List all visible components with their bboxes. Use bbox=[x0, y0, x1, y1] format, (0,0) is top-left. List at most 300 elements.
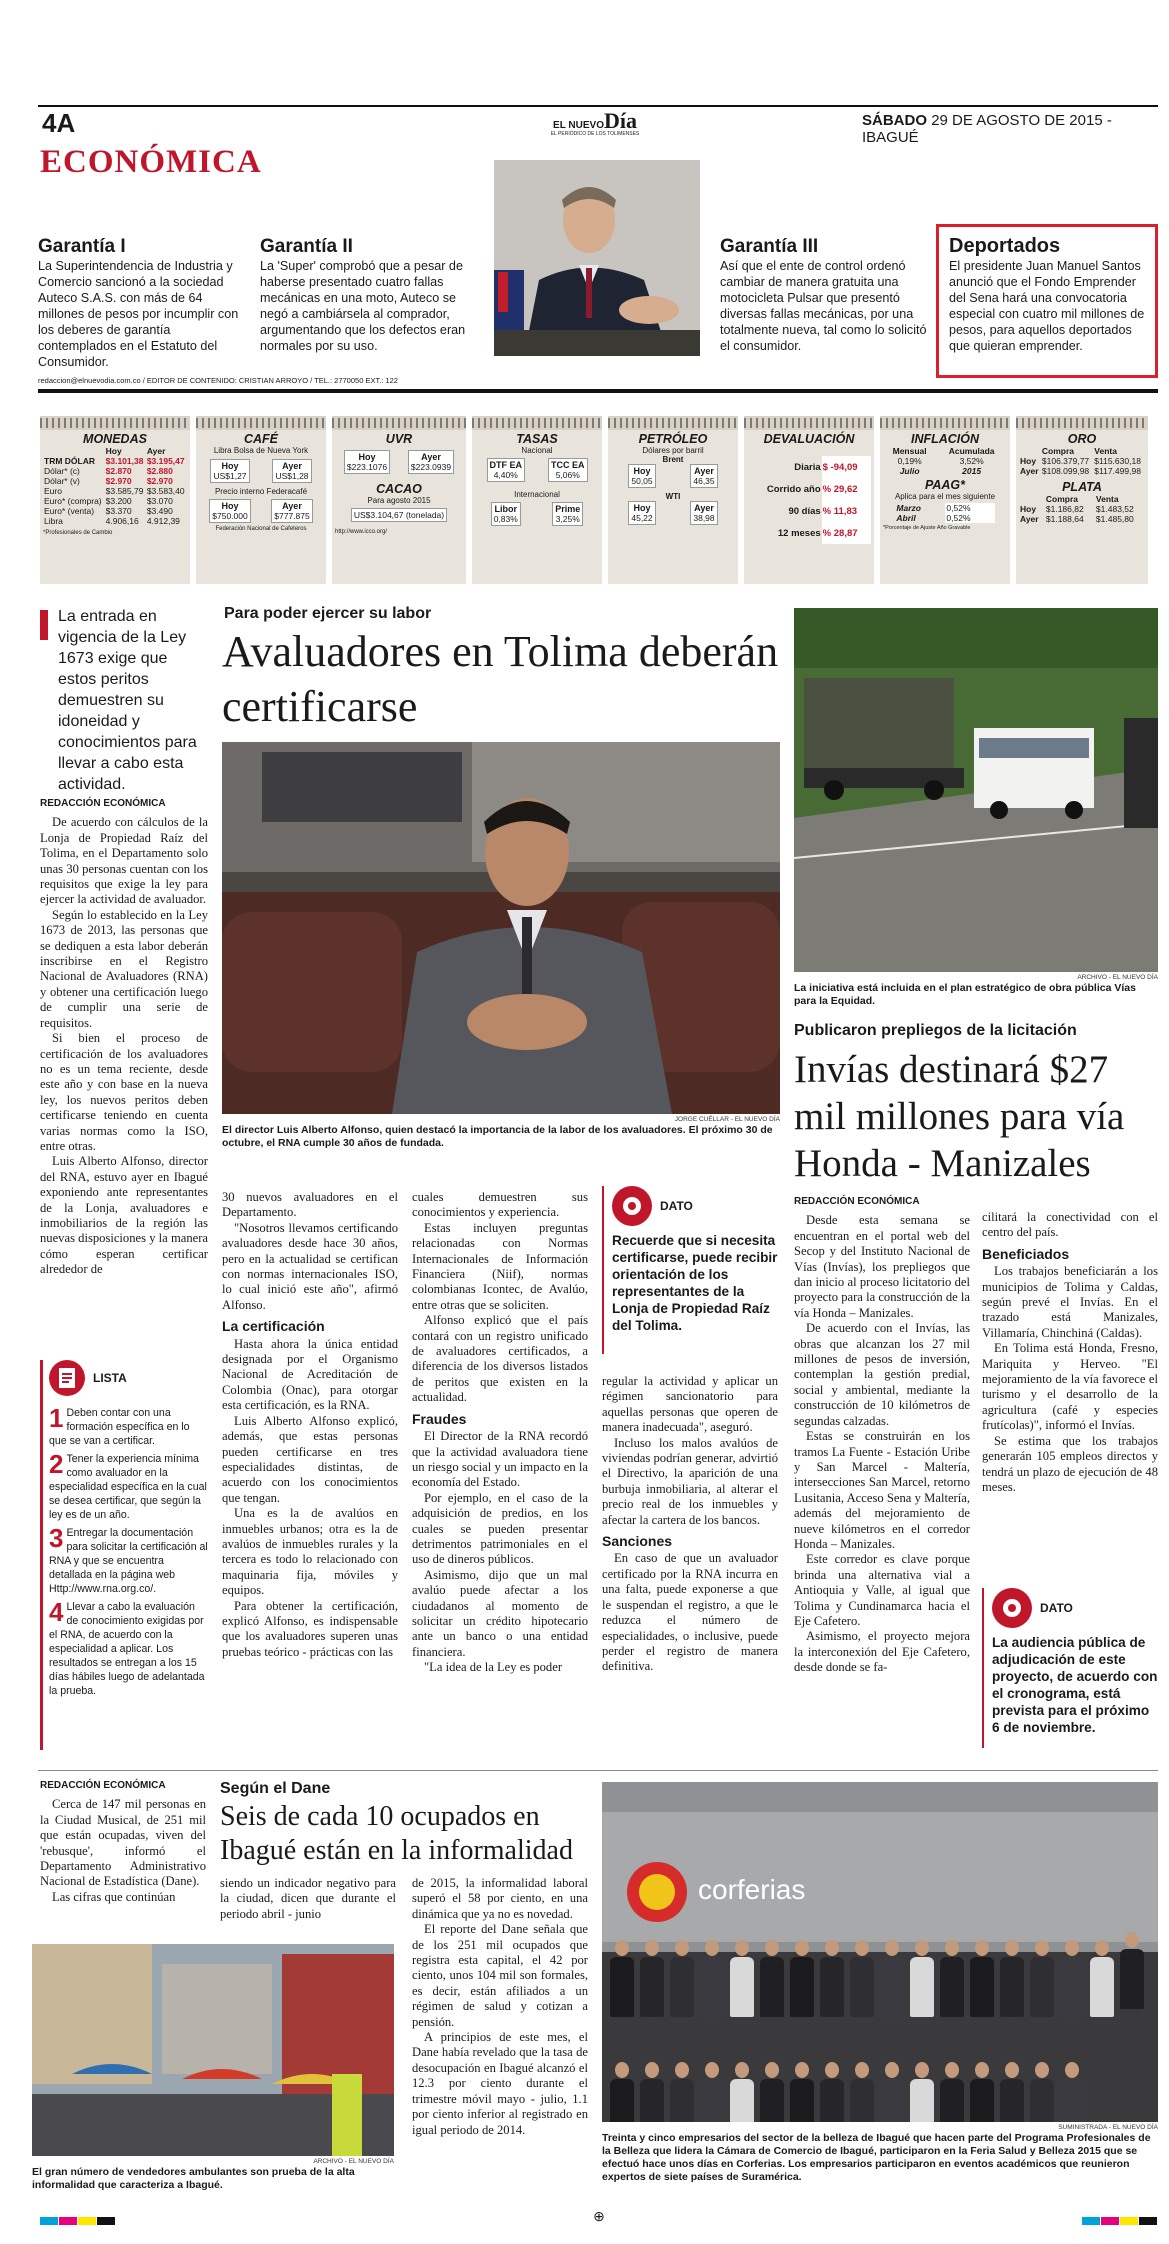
monedas-table bbox=[43, 446, 187, 526]
crowd-person bbox=[698, 1940, 726, 2060]
crowd-person bbox=[818, 2062, 846, 2122]
list-number: 2 bbox=[49, 1452, 64, 1479]
row-label: 12 meses bbox=[777, 527, 821, 539]
chip-value: 38,98 bbox=[693, 513, 715, 523]
row-hoy: $2.970 bbox=[105, 476, 132, 486]
row-hoy: $3.370 bbox=[105, 506, 132, 516]
brief-garantia-1 bbox=[38, 236, 248, 370]
row-ayer: $3.490 bbox=[146, 506, 173, 516]
chip-value: 50,05 bbox=[631, 476, 653, 486]
paragraph: 30 nuevos avaluadores en el Departamento. bbox=[222, 1190, 398, 1220]
crowd-person bbox=[698, 2062, 726, 2122]
brief-text: La 'Super' comprobó que a pesar de haberse presentado cuatro fallas mecánicas en una moto, Auteco se negó a cambiársela al comprador, argumentando que los defectos eran normales por su uso. bbox=[260, 259, 466, 353]
invias-headline: Invías destinará $27 mil millones para vía Honda - Manizales bbox=[794, 1048, 1125, 1185]
paragraph: regular la actividad y aplicar un régimen sancionatorio para aquellas personas que operen de manera inadecuada", aseguró. bbox=[602, 1374, 778, 1435]
crowd-person bbox=[998, 1940, 1026, 2060]
indicator-title: ORO bbox=[1067, 432, 1097, 446]
plata-hoy-compra: $1.186,82 bbox=[1045, 504, 1084, 514]
dato-text: Recuerde que si necesita certificarse, puede recibir orientación de los representantes de la Lonja de Propiedad Raíz del Tolima. bbox=[612, 1233, 778, 1333]
plata-hoy-venta: $1.483,52 bbox=[1095, 504, 1134, 514]
paragraph: Estas se construirán en los tramos La Fuente - Estación Uribe y San Marcel - Maltería, intersecciones San Marcel, retorno Lusitania, Acceso Sena y Maltería, además del mejoramiento de nueve kilómetros en el corredor Honda – Manizales. bbox=[794, 1429, 970, 1551]
chip-label: Prime bbox=[555, 504, 581, 514]
row-ayer: 4.912,39 bbox=[146, 516, 180, 526]
inflacion-year: 2015 bbox=[962, 466, 982, 476]
row-label: Dólar* (v) bbox=[44, 476, 80, 486]
list-icon bbox=[49, 1360, 85, 1396]
indicator-title-cacao: CACAO bbox=[376, 482, 422, 496]
color-swatches-left bbox=[40, 2212, 116, 2230]
plata-table bbox=[1019, 494, 1145, 524]
paragraph: Incluso los malos avalúos de viviendas podrían generar, advirtió el Directivo, la aparición de una burbuja inmobiliaria, al alterar el precio real de los inmuebles y afectar la cartera de los bancos. bbox=[602, 1435, 778, 1527]
oro-ayer-compra: $108.099,98 bbox=[1041, 466, 1090, 476]
indicator-oro bbox=[1016, 416, 1148, 584]
paragraph: Alfonso explicó que el país contará con un registro unificado de avaluadores certificados, a diferencia de los diversos listados de peritos que existen en la actualidad. bbox=[412, 1313, 588, 1405]
col-hoy: Hoy bbox=[105, 446, 122, 456]
dato-label: DATO bbox=[660, 1199, 693, 1213]
row-value: % 28,87 bbox=[822, 522, 871, 544]
chip-label: Ayer bbox=[694, 503, 714, 513]
oro-table bbox=[1019, 446, 1145, 476]
header-top-rule bbox=[38, 105, 1158, 107]
chip-value: 46,35 bbox=[693, 476, 715, 486]
crowd-person bbox=[848, 2062, 876, 2122]
dane-column-2 bbox=[220, 1876, 396, 1922]
dato-text: La audiencia pública de adjudicación de este proyecto, de acuerdo con el cronograma, está prevista para el próximo 6 de noviembre. bbox=[992, 1635, 1158, 1735]
chip-label: Hoy bbox=[358, 452, 376, 462]
paragraph: siendo un indicador negativo para la ciudad, dicen que durante el periodo abril - junio bbox=[220, 1876, 396, 1921]
row-hoy: $3.200 bbox=[105, 496, 132, 506]
director-photo-caption: El director Luis Alberto Alfonso, quien destacó la importancia de la labor de los avaluadores. El próximo 30 de octubre, el RNA cumple 30 años de fundada. bbox=[222, 1124, 773, 1149]
chip-label: Hoy bbox=[221, 461, 239, 471]
dato-label: DATO bbox=[1040, 1601, 1073, 1615]
main-story-column-2 bbox=[222, 1190, 398, 1660]
indicator-devaluacion bbox=[744, 416, 874, 584]
paragraph: Las cifras que continúan bbox=[52, 1889, 176, 1904]
street-photo-caption: El gran número de vendedores ambulantes son prueba de la alta informalidad que caracteriza a Ibagué. bbox=[32, 2166, 355, 2191]
subhead-certificacion: La certificación bbox=[222, 1318, 325, 1335]
binder-rings bbox=[196, 418, 326, 428]
petroleo-brent-label: Brent bbox=[662, 455, 684, 464]
paragraph: El reporte del Dane señala que de los 251 mil ocupados que registra esta capital, el 42 por ciento, unos 104 mil son formales, es decir, están afiliados a un régimen de salud y cotizan a pensión. bbox=[412, 1922, 588, 2029]
crowd-person bbox=[968, 1940, 996, 2060]
brief-title: Garantía III bbox=[720, 236, 819, 257]
crowd-person bbox=[938, 1940, 966, 2060]
chip-value: $750.000 bbox=[212, 511, 248, 521]
chip-value: US$1,27 bbox=[213, 471, 247, 481]
oro-hoy-compra: $106.379,77 bbox=[1041, 456, 1090, 466]
row-label: Corrido año bbox=[766, 483, 821, 495]
indicator-note: Federación Nacional de Cafeteros bbox=[215, 526, 307, 532]
row-ayer: $2.880 bbox=[146, 466, 173, 476]
indicator-title: INFLACIÓN bbox=[910, 432, 980, 446]
wti-hoy bbox=[628, 501, 655, 525]
binder-rings bbox=[332, 418, 466, 428]
dane-column-3 bbox=[412, 1876, 588, 2138]
paragraph: Una es la de avalúos en inmuebles urbanos; otra es la de avalúos de inmuebles rurales y la tercera es todo lo relacionado con maquinaria fija, móviles y equipos. bbox=[222, 1506, 398, 1598]
date-weekday: SÁBADO bbox=[862, 112, 928, 129]
chip-value: $223.0939 bbox=[410, 462, 452, 472]
col-mensual: Mensual bbox=[892, 446, 927, 456]
color-registration-bar bbox=[40, 2208, 1158, 2230]
tasa-libor bbox=[491, 502, 521, 526]
main-story-column-1 bbox=[40, 792, 208, 1278]
header-bottom-rule bbox=[38, 389, 1158, 393]
header-date bbox=[862, 112, 1169, 146]
cafe-hoy bbox=[210, 459, 249, 483]
inflacion-table bbox=[883, 446, 1007, 476]
chip-value: US$1,28 bbox=[275, 471, 309, 481]
list-number: 3 bbox=[49, 1526, 64, 1553]
lead-accent-bar bbox=[40, 610, 48, 640]
paragraph: Luis Alberto Alfonso, director del RNA, estuvo ayer en Ibagué exponiendo ante representantes de la Lonja, avaluadores e inmobiliarios de la región las nuevas disposiciones y la manera cómo esperan certificar alrededor de bbox=[40, 1154, 208, 1277]
indicator-title: UVR bbox=[385, 432, 413, 446]
logo-small-text: EL NUEVO bbox=[553, 120, 604, 131]
highway-photo bbox=[794, 608, 1158, 972]
paragraph: Los trabajos beneficiarán a los municipios de Tolima y Caldas, según prevé el Invías. En el trazado está Manizales, Villamaría, Chinchiná (Caldas). bbox=[982, 1264, 1158, 1340]
paragraph: En caso de que un avaluador certificado por la RNA incurra en una falta, puede exponerse a que le suspendan el registro, a que le reduzca el número de especialidades, o inclusive, puede perder el registro de manera definitiva. bbox=[602, 1551, 778, 1674]
crowd-person bbox=[848, 1940, 876, 2060]
list-item bbox=[49, 1526, 208, 1596]
main-lead: La entrada en vigencia de la Ley 1673 exige que estos peritos demuestren su idoneidad y conocimientos para llevar a cabo esta actividad. bbox=[58, 608, 197, 793]
indicator-sub: Aplica para el mes siguiente bbox=[894, 492, 996, 501]
invias-column-1 bbox=[794, 1194, 970, 1676]
paragraph: Estas incluyen preguntas relacionadas con Normas Internacionales de Información Financiera (Niif), normas colombianas Icontec, de Avalúo, entre otras que se soliciten. bbox=[412, 1220, 588, 1312]
crowd-person bbox=[728, 1940, 756, 2060]
paragraph: De acuerdo con cálculos de la Lonja de Propiedad Raíz del Tolima, en el Departamento solo unas 30 personas cuentan con los requisitos que exige la ley para ejercer la actividad de avaluador. bbox=[40, 815, 208, 907]
tasa-tcc bbox=[548, 458, 588, 482]
crowd-person bbox=[878, 2062, 906, 2122]
list-item bbox=[49, 1600, 208, 1698]
col-venta: Venta bbox=[1094, 446, 1117, 456]
indicator-uvr bbox=[332, 416, 466, 584]
brief-text: La Superintendencia de Industria y Comercio sancionó a la sociedad Auteco S.A.S. con más de 64 millones de pesos por incumplir con los deberes de garantía contemplados en el Estatuto del Consumidor. bbox=[38, 259, 239, 369]
puzzle-glyph bbox=[1000, 1596, 1024, 1620]
chip-value: $223.1076 bbox=[346, 462, 388, 472]
list-text: Entregar la documentación para solicitar la certificación al RNA y que se encuentra detallada en la página web Http://www.rna.org.co/. bbox=[49, 1527, 208, 1595]
petroleo-wti-label: WTI bbox=[665, 492, 681, 501]
list-label: LISTA bbox=[93, 1371, 127, 1385]
date-text: 29 DE AGOSTO DE 2015 - IBAGUÉ bbox=[862, 112, 1112, 146]
paragraph: Se estima que los trabajos generarán 105 empleos directos y tendrá un plazo de ejecución de 48 meses. bbox=[982, 1433, 1158, 1494]
info-icon bbox=[612, 1186, 652, 1226]
binder-rings bbox=[1016, 418, 1148, 428]
paragraph: Este corredor es clave porque brinda una alternativa vial a Antioquia y Valle, al igual que Tolima y Cundinamarca hacia el Eje Cafetero. bbox=[794, 1552, 970, 1628]
cafe-hoy-interno bbox=[209, 499, 250, 523]
crowd-person bbox=[728, 2062, 756, 2122]
crowd-person bbox=[968, 2062, 996, 2122]
brent-ayer bbox=[690, 464, 717, 488]
indicator-sub: Para agosto 2015 bbox=[367, 496, 431, 505]
row-hoy: $3.585,79 bbox=[105, 486, 144, 496]
paag-value: 0,52% bbox=[945, 503, 994, 513]
executive-photo bbox=[494, 160, 700, 356]
paragraph: A principios de este mes, el Dane había revelado que la tasa de desocupación en Ibagué alcanzó el 12.3 por ciento durante el trimestre móvil mayo - julio, 1.1 por ciento inferior al registrado en igual periodo de 2014. bbox=[412, 2030, 588, 2137]
brief-text: Así que el ente de control ordenó cambiar de manera gratuita una motocicleta Pulsar que presentó diversas fallas mecánicas, por una totalmente nueva, tal como lo solicitó el consumidor. bbox=[720, 259, 927, 353]
row-ayer: $3.583,40 bbox=[146, 486, 185, 496]
paragraph: Para obtener la certificación, explicó Alfonso, es indispensable que los avaluadores superen unas pruebas teórico - prácticas con las bbox=[222, 1598, 398, 1659]
brief-garantia-3 bbox=[720, 236, 930, 354]
devaluacion-table bbox=[747, 456, 871, 544]
feria-photo-credit: SUMINISTRADA - EL NUEVO DÍA bbox=[1058, 2124, 1158, 2131]
chip-label: Ayer bbox=[282, 461, 302, 471]
indicator-cafe bbox=[196, 416, 326, 584]
newspaper-logo bbox=[535, 108, 655, 137]
director-photo-illustration bbox=[222, 742, 780, 1114]
plata-ayer-compra: $1.188,64 bbox=[1045, 514, 1084, 524]
chip-label: DTF EA bbox=[489, 460, 522, 470]
row-label: Euro* (venta) bbox=[44, 506, 95, 516]
chip-value: 45,22 bbox=[631, 513, 653, 523]
row-value: % 29,62 bbox=[822, 478, 871, 500]
brief-text: El presidente Juan Manuel Santos anunció que el Fondo Emprender del Sena hará una convocatoria especial con cuatro mil millones de pesos, para aquellos deportados que quieran emprender. bbox=[949, 259, 1145, 353]
chip-value: 4,40% bbox=[493, 470, 518, 480]
main-byline: REDACCIÓN ECONÓMICA bbox=[40, 798, 166, 809]
binder-rings bbox=[40, 418, 190, 428]
crowd-person bbox=[608, 2062, 636, 2122]
dane-byline: REDACCIÓN ECONÓMICA bbox=[40, 1780, 166, 1791]
paragraph: cilitará la conectividad con el centro del país. bbox=[982, 1210, 1158, 1240]
invias-byline: REDACCIÓN ECONÓMICA bbox=[794, 1196, 920, 1207]
street-photo-illustration bbox=[32, 1944, 394, 2156]
crowd-person bbox=[758, 1940, 786, 2060]
indicator-title: CAFÉ bbox=[243, 432, 279, 446]
chip-label: Ayer bbox=[694, 466, 714, 476]
main-story-column-4 bbox=[602, 1374, 778, 1675]
cafe-ayer bbox=[272, 459, 311, 483]
brief-garantia-2 bbox=[260, 236, 482, 354]
brief-title: Deportados bbox=[949, 235, 1061, 257]
paragraph: Hasta ahora la única entidad designada por el Organismo Nacional de Acreditación de Colombia (Onac), para otorgar esta certificación, es la RNA. bbox=[222, 1336, 398, 1413]
street-vendors-photo bbox=[32, 1944, 394, 2156]
row-label: Hoy bbox=[1020, 456, 1037, 466]
indicator-petroleo bbox=[608, 416, 738, 584]
oro-ayer-venta: $117.499,98 bbox=[1094, 466, 1141, 476]
row-label: Hoy bbox=[1020, 504, 1037, 514]
row-label: Libra bbox=[44, 516, 63, 526]
indicator-tasas bbox=[472, 416, 602, 584]
section-title: ECONÓMICA bbox=[40, 144, 262, 180]
logo-tagline: EL PERIÓDICO DE LOS TOLIMENSES bbox=[550, 131, 640, 137]
indicator-title: MONEDAS bbox=[83, 432, 147, 446]
invias-kicker: Publicaron prepliegos de la licitación bbox=[794, 1022, 1077, 1039]
crowd-person bbox=[788, 2062, 816, 2122]
economic-indicators bbox=[40, 416, 1156, 584]
crowd-person bbox=[668, 1940, 696, 2060]
row-hoy: $3.101,38 bbox=[105, 456, 144, 466]
list-item bbox=[49, 1452, 208, 1522]
row-hoy: 4.906,16 bbox=[105, 516, 139, 526]
chip-label: Ayer bbox=[421, 452, 441, 462]
paragraph: De acuerdo con el Invías, las obras que alcanzan los 27 mil millones de pesos de inversión, contemplan la gestión predial, social y ambiental, mediante la construcción de 10 kilómetros de segundas calzadas. bbox=[794, 1321, 970, 1428]
chip-label: TCC EA bbox=[551, 460, 585, 470]
col-ayer: Ayer bbox=[146, 446, 166, 456]
binder-rings bbox=[880, 418, 1010, 428]
list-number: 1 bbox=[49, 1406, 64, 1433]
tasa-prime bbox=[552, 502, 583, 526]
chip-label: Hoy bbox=[221, 501, 239, 511]
highway-photo-credit: ARCHIVO - EL NUEVO DÍA bbox=[1077, 974, 1158, 981]
dane-headline: Seis de cada 10 ocupados en Ibagué están en la informalidad bbox=[220, 1801, 573, 1866]
highway-photo-caption: La iniciativa está incluida en el plan estratégico de obra pública Vías para la Equidad. bbox=[794, 982, 1136, 1007]
wti-ayer bbox=[690, 501, 717, 525]
chip-value: $777.875 bbox=[274, 511, 310, 521]
chip-label: Ayer bbox=[282, 501, 302, 511]
subhead-sanciones: Sanciones bbox=[602, 1533, 673, 1550]
crowd bbox=[602, 1932, 1158, 2122]
inflacion-mensual: 0,19% bbox=[897, 456, 922, 466]
col-venta: Venta bbox=[1095, 494, 1119, 504]
indicator-title-paag: PAAG* bbox=[924, 478, 966, 492]
uvr-hoy bbox=[344, 450, 390, 474]
list-text: Tener la experiencia mínima como avaluador en la especialidad específica en la cual se desea certificar, que según la ley es de un año. bbox=[49, 1453, 207, 1521]
tasa-dtf bbox=[487, 458, 526, 482]
paragraph: de 2015, la informalidad laboral superó el 58 por ciento, en una dinámica que ya no es novedad. bbox=[412, 1876, 588, 1921]
row-label: 90 días bbox=[788, 505, 821, 517]
crowd-person bbox=[818, 1940, 846, 2060]
crowd-person bbox=[998, 2062, 1026, 2122]
brief-title: Garantía I bbox=[38, 236, 126, 257]
main-headline: Avaluadores en Tolima deberán certificarse bbox=[222, 627, 779, 731]
binder-rings bbox=[608, 418, 738, 428]
color-swatches-right bbox=[1082, 2212, 1158, 2230]
subhead-fraudes: Fraudes bbox=[412, 1410, 467, 1427]
paragraph: Por ejemplo, en el caso de la adquisición de predios, en los cuales se pueden presentar detrimentos patrimoniales en el uso de dineros públicos. bbox=[412, 1490, 588, 1567]
paragraph: Desde esta semana se encuentran en el portal web del Secop y del Instituto Nacional de Vías (Invías), los prepliegos que dan inicio al proceso licitatorio del proyecto para la construcción de la vía Honda – Manizales. bbox=[794, 1213, 970, 1320]
lista-box bbox=[40, 1360, 208, 1750]
crowd-person bbox=[1028, 1940, 1056, 2060]
main-story-column-3 bbox=[412, 1190, 588, 1676]
plata-ayer-venta: $1.485,80 bbox=[1095, 514, 1134, 524]
indicator-inflacion bbox=[880, 416, 1010, 584]
director-photo-credit: JORGE CUÉLLAR - EL NUEVO DÍA bbox=[674, 1116, 780, 1123]
indicator-title: DEVALUACIÓN bbox=[763, 432, 855, 446]
crowd-person bbox=[788, 1940, 816, 2060]
paag-month: Abril bbox=[896, 513, 916, 523]
binder-rings bbox=[744, 418, 874, 428]
list-item bbox=[49, 1406, 208, 1448]
corferias-sign: corferias bbox=[698, 1874, 806, 1905]
crowd-person bbox=[908, 1940, 936, 2060]
chip-value: 0,83% bbox=[493, 514, 518, 524]
crowd-person bbox=[608, 1940, 636, 2060]
crowd-person bbox=[908, 2062, 936, 2122]
info-icon bbox=[992, 1588, 1032, 1628]
paragraph: Asimismo, dijo que un mal avalúo puede afectar a los ciudadanos al momento de solicitar un crédito hipotecario ante un banco o una entidad financiera. bbox=[412, 1567, 588, 1659]
chip-value: 5,06% bbox=[555, 470, 580, 480]
street-photo-credit: ARCHIVO - EL NUEVO DÍA bbox=[313, 2158, 394, 2165]
row-ayer: $3.070 bbox=[146, 496, 173, 506]
row-label: Diaria bbox=[794, 461, 821, 473]
crowd-person bbox=[638, 2062, 666, 2122]
inflacion-mes: Julio bbox=[899, 466, 920, 476]
row-label: Euro bbox=[44, 486, 62, 496]
crowd-person bbox=[758, 2062, 786, 2122]
crowd-person bbox=[668, 2062, 696, 2122]
crowd-person bbox=[1088, 1940, 1116, 2060]
dato-box-invias bbox=[982, 1588, 1158, 1748]
logo-big-text: Día bbox=[603, 108, 637, 133]
indicator-note: *Profesionales de Cambio bbox=[43, 530, 113, 536]
chip-label: Hoy bbox=[633, 503, 651, 513]
paragraph: Asimismo, el proyecto mejora la interconexión del Eje Cafetero, desde donde se fa- bbox=[794, 1629, 970, 1675]
puzzle-glyph bbox=[620, 1194, 644, 1218]
indicator-title-plata: PLATA bbox=[1062, 480, 1102, 494]
row-label: Ayer bbox=[1020, 466, 1039, 476]
indicator-monedas bbox=[40, 416, 190, 584]
inflacion-acumulada: 3,52% bbox=[959, 456, 984, 466]
director-photo bbox=[222, 742, 780, 1114]
section-divider bbox=[38, 1770, 1158, 1771]
highway-photo-illustration bbox=[794, 608, 1158, 972]
chip-label: Libor bbox=[494, 504, 518, 514]
paragraph: cuales demuestren sus conocimientos y experiencia. bbox=[412, 1190, 588, 1220]
dato-box-main bbox=[602, 1186, 780, 1354]
brief-deportados bbox=[936, 224, 1158, 378]
row-value: % 11,83 bbox=[822, 500, 871, 522]
paragraph: En Tolima está Honda, Fresno, Mariquita y Herveo. "El mejoramiento de la vía favorece el turismo y el desarrollo de la agricultura (café y especies frutícolas)", informó el Invías. bbox=[982, 1341, 1158, 1433]
crowd-person bbox=[878, 1940, 906, 2060]
row-label: Ayer bbox=[1020, 514, 1039, 524]
dane-kicker: Según el Dane bbox=[220, 1780, 331, 1797]
indicator-title: TASAS bbox=[516, 432, 558, 446]
brent-hoy bbox=[628, 464, 655, 488]
paag-month: Marzo bbox=[896, 503, 921, 513]
paragraph: "Nosotros llevamos certificando avaluadores desde hace 30 años, pero en la actualidad se certifican con normas internacionales ISO, lo cual inició este año", afirmó Alfonso. bbox=[222, 1220, 398, 1312]
paragraph: Si bien el proceso de certificación de los avaluadores no es un tema reciente, desde este año y con base en la nueva ley, los nuevos peritos deben certificarse teniendo en cuenta varias normas como la ISO, entre otras. bbox=[40, 1031, 208, 1153]
row-label: Euro* (compra) bbox=[44, 496, 102, 506]
paragraph: "La idea de la Ley es poder bbox=[424, 1660, 563, 1675]
feria-photo-frame bbox=[602, 1782, 1158, 2122]
paragraph: Según lo establecido en la Ley 1673 de 2013, las personas que se dediquen a esta labor deberán inscribirse en el Registro Nacional de Avaluadores (RNA) y obtener una certificación luego de cumplir una serie de requisitos. bbox=[40, 907, 208, 1030]
chip-label: Hoy bbox=[633, 466, 651, 476]
executive-photo-illustration bbox=[494, 160, 700, 356]
col-acumulada: Acumulada bbox=[948, 446, 995, 456]
binder-rings bbox=[472, 418, 602, 428]
indicator-note: http://www.icco.org/ bbox=[335, 529, 388, 535]
crowd-person bbox=[938, 2062, 966, 2122]
feria-photo-caption: Treinta y cinco empresarios del sector de la belleza de Ibagué que hacen parte del Programa Profesionales de la Belleza que lidera la Cámara de Comercio de Ibagué, participaron en la Feria Salud y Belleza 2015 que se efectuó hace unos días en Corferias. Los empresarios participaron en eventos académicos que reunieron expertos de siete países de Suramérica. bbox=[602, 2132, 1151, 2183]
registration-mark-icon: ⊕ bbox=[593, 2208, 605, 2224]
list-number: 4 bbox=[49, 1600, 64, 1627]
subhead-beneficiados: Beneficiados bbox=[982, 1245, 1070, 1262]
indicator-sub: Dólares por barril bbox=[642, 446, 704, 455]
masthead-line: redaccion@elnuevodia.com.co / EDITOR DE CONTENIDO: CRISTIAN ARROYO / TEL.: 2770050 EXT.: 122 bbox=[38, 376, 398, 385]
row-label: Dólar* (c) bbox=[44, 466, 80, 476]
brief-title: Garantía II bbox=[260, 236, 353, 257]
cafe-ayer-interno bbox=[271, 499, 312, 523]
list-text: Deben contar con una formación específica en lo que se van a certificar. bbox=[49, 1407, 190, 1447]
paragraph: Cerca de 147 mil personas en la Ciudad Musical, de 251 mil que están ocupadas, viven del 'rebusque', informó el Departamento Administrativo Nacional de Estadística (Dane). bbox=[40, 1797, 206, 1889]
indicator-sub: Libra Bolsa de Nueva York bbox=[213, 446, 309, 455]
oro-hoy-venta: $115.630,18 bbox=[1094, 456, 1141, 466]
crowd-person bbox=[1058, 2062, 1086, 2122]
dane-column-1 bbox=[40, 1778, 206, 1905]
indicator-note: *Porcentaje de Ajuste Año Gravable bbox=[883, 525, 971, 531]
indicator-title: PETRÓLEO bbox=[638, 432, 708, 446]
crowd-person bbox=[638, 1940, 666, 2060]
row-ayer: $2.970 bbox=[146, 476, 173, 486]
row-label: TRM DÓLAR bbox=[44, 456, 95, 466]
col-compra: Compra bbox=[1041, 446, 1075, 456]
document-glyph bbox=[58, 1367, 76, 1389]
row-hoy: $2.870 bbox=[105, 466, 132, 476]
col-compra: Compra bbox=[1045, 494, 1078, 504]
cacao-value: US$3.104,67 (tonelada) bbox=[351, 508, 447, 522]
page-number: 4A bbox=[42, 108, 76, 138]
main-kicker: Para poder ejercer su labor bbox=[224, 605, 432, 622]
row-value: $ -94,09 bbox=[822, 456, 871, 478]
paag-value: 0,52% bbox=[945, 513, 994, 523]
